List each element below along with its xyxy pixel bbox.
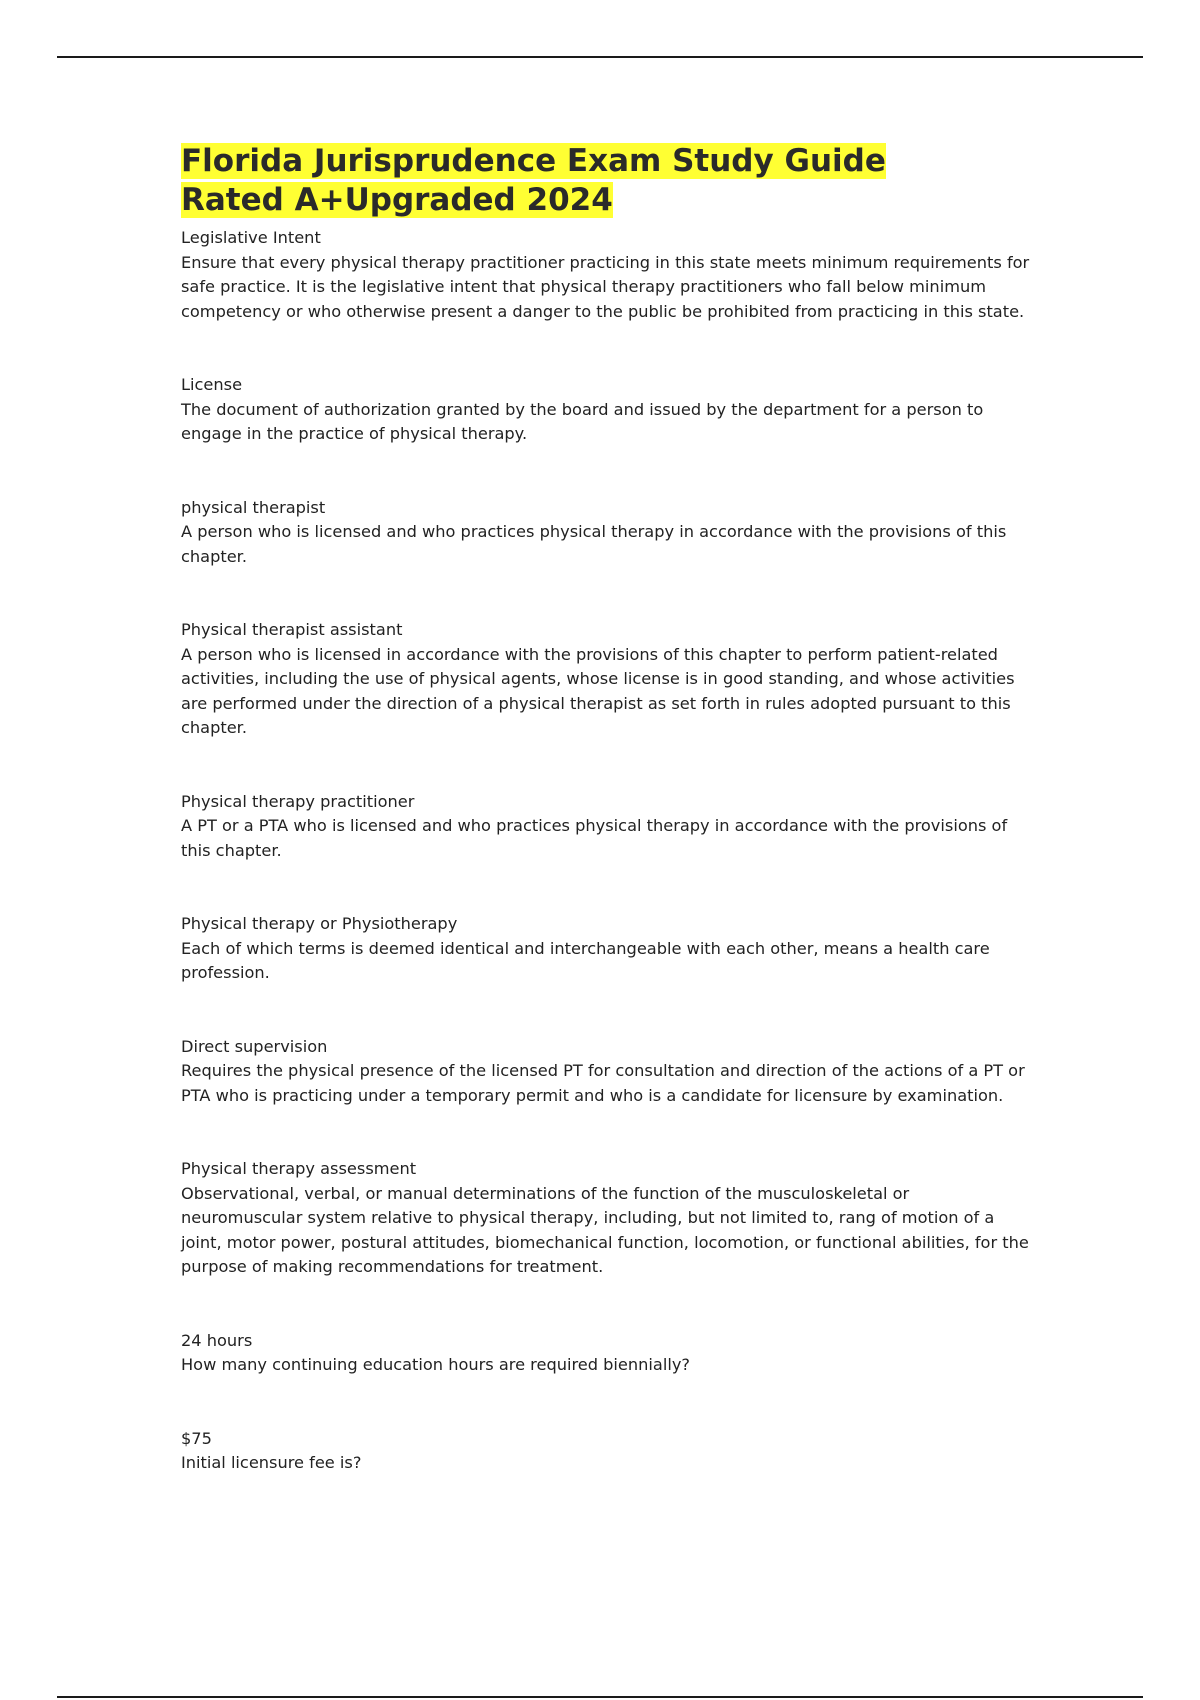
entry-license — [181, 373, 1031, 447]
top-rule — [57, 56, 1143, 58]
entry-term: Physical therapy or Physiotherapy — [181, 914, 458, 933]
entry-definition: A person who is licensed in accordance with the provisions of this chapter to perform patient-related activities, including the use of physical agents, whose license is in good standing, and whose activities are performed under the direction of a physical therapist as set forth in rules adopted pursuant to this chapter. — [181, 644, 1015, 737]
entry-initial-licensure-fee — [181, 1427, 1031, 1476]
entry-definition: A PT or a PTA who is licensed and who practices physical therapy in accordance with the provisions of this chapter. — [181, 816, 1008, 860]
entry-definition: How many continuing education hours are required biennially? — [181, 1355, 690, 1374]
entry-physical-therapist — [181, 496, 1031, 570]
bottom-rule — [57, 1696, 1143, 1698]
entry-term: Physical therapy practitioner — [181, 791, 415, 811]
entry-direct-supervision — [181, 1035, 1031, 1109]
entry-term: 24 hours — [181, 1330, 253, 1350]
document-title — [181, 142, 1031, 220]
title-line-2: Rated A+Upgraded 2024 — [181, 182, 613, 218]
entry-physical-therapy-or-physiotherapy — [181, 912, 1031, 986]
entry-physical-therapist-assistant — [181, 618, 1031, 741]
entry-continuing-education-hours — [181, 1329, 1031, 1378]
document-body — [181, 142, 1031, 1525]
entry-term: $75 — [181, 1428, 212, 1448]
entry-term: physical therapist — [181, 497, 326, 517]
entry-term: Physical therapist assistant — [181, 620, 403, 639]
entry-definition: Initial licensure fee is? — [181, 1453, 362, 1472]
entry-definition: Ensure that every physical therapy practitioner practicing in this state meets minimum requirements for safe practice. It is the legislative intent that physical therapy practitioners who fall below minimum competency or who otherwise present a danger to the public be prohibited from practicing in this state. — [181, 252, 1030, 321]
entry-term: Direct supervision — [181, 1036, 328, 1056]
entry-term: Legislative Intent — [181, 228, 321, 247]
entry-term: Physical therapy assessment — [181, 1159, 417, 1178]
entry-physical-therapy-practitioner — [181, 790, 1031, 864]
entry-legislative-intent — [181, 226, 1031, 324]
entry-definition: The document of authorization granted by the board and issued by the department for a person to engage in the practice of physical therapy. — [181, 399, 984, 443]
entry-definition: Observational, verbal, or manual determinations of the function of the musculoskeletal or neuromuscular system relative to physical therapy, including, but not limited to, rang of motion of a joint, motor power, postural attitudes, biomechanical function, locomotion, or functional abilities, for the purpose of making recommendations for treatment. — [181, 1183, 1029, 1276]
title-line-1: Florida Jurisprudence Exam Study Guide — [181, 143, 886, 179]
entry-definition: Each of which terms is deemed identical and interchangeable with each other, means a health care profession. — [181, 938, 990, 982]
entry-physical-therapy-assessment — [181, 1157, 1031, 1280]
entry-definition: A person who is licensed and who practices physical therapy in accordance with the provisions of this chapter. — [181, 522, 1007, 566]
entry-definition: Requires the physical presence of the licensed PT for consultation and direction of the actions of a PT or PTA who is practicing under a temporary permit and who is a candidate for licensure by examination. — [181, 1061, 1025, 1105]
entry-term: License — [181, 375, 243, 394]
